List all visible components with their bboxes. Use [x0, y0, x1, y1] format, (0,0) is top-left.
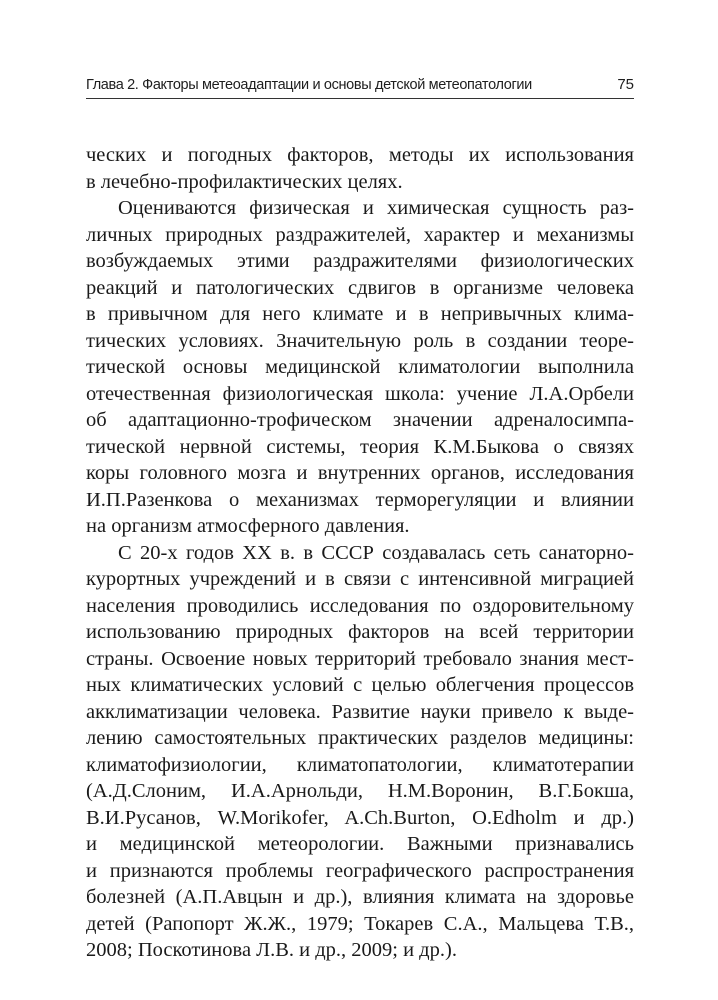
text-line: климатофизиологии, климатопатологии, климатотерапии	[86, 753, 634, 776]
text-line: ных климатических условий с целью облегчения процессов	[86, 674, 634, 696]
text-line: возбуждаемых этими раздражителями физиологических	[86, 250, 634, 272]
text-line: болезней (А.П.Авцын и др.), влияния климата на здоровье	[86, 886, 634, 908]
text-line: в привычном для него климате и в непривычных клима-	[86, 303, 634, 325]
text-line: на организм атмосферного давления.	[86, 515, 410, 537]
text-line: тической нервной системы, теория К.М.Быкова о связях	[86, 435, 634, 458]
running-head	[86, 76, 634, 100]
paragraph-first-line: Оцениваются физическая и химическая сущность раз-	[118, 197, 634, 219]
paragraph-first-line: С 20-х годов XX в. в СССР создавалась сеть санаторно-	[118, 541, 634, 564]
text-line: личных природных раздражителей, характер и механизмы	[86, 223, 634, 246]
text-line: реакций и патологических сдвигов в организме человека	[86, 276, 634, 299]
text-line: в лечебно-профилактических целях.	[86, 170, 403, 193]
text-line: страны. Освоение новых территорий требовало знания мест-	[86, 647, 634, 670]
header-rule	[86, 98, 634, 99]
text-line: акклиматизации человека. Развитие науки привело к выде-	[86, 700, 634, 723]
page-number: 75	[617, 76, 634, 93]
text-line: населения проводились исследования по оздоровительному	[86, 594, 634, 617]
text-line: (А.Д.Слоним, И.А.Арнольди, Н.М.Воронин, В.Г.Бокша,	[86, 780, 634, 802]
text-line: ческих и погодных факторов, методы их использования	[86, 144, 634, 166]
text-line: тической основы медицинской климатологии выполнила	[86, 356, 634, 378]
text-line: и медицинской метеорологии. Важными признавались	[86, 833, 634, 855]
running-head-title: Глава 2. Факторы метеоадаптации и основы детской метеопатологии	[86, 77, 532, 93]
text-line: и признаются проблемы географического распространения	[86, 859, 634, 882]
text-line: 2008; Поскотинова Л.В. и др., 2009; и др.).	[86, 939, 457, 961]
body-text	[86, 142, 634, 964]
text-line: лению самостоятельных практических разделов медицины:	[86, 727, 634, 749]
text-line: об адаптационно-трофическом значении адреналосимпа-	[86, 409, 634, 431]
text-line: детей (Рапопорт Ж.Ж., 1979; Токарев С.А., Мальцева Т.В.,	[86, 912, 634, 935]
text-line: использованию природных факторов на всей территории	[86, 621, 634, 643]
text-line: отечественная физиологическая школа: учение Л.А.Орбели	[86, 382, 634, 405]
text-line: тических условиях. Значительную роль в создании теоре-	[86, 329, 634, 352]
text-line: В.И.Русанов, W.Morikofer, A.Ch.Burton, O.Edholm и др.)	[86, 806, 634, 829]
text-line: коры головного мозга и внутренних органов, исследования	[86, 462, 634, 484]
text-line: курортных учреждений и в связи с интенсивной миграцией	[86, 568, 634, 590]
text-line: И.П.Разенкова о механизмах терморегуляции и влиянии	[86, 488, 634, 511]
